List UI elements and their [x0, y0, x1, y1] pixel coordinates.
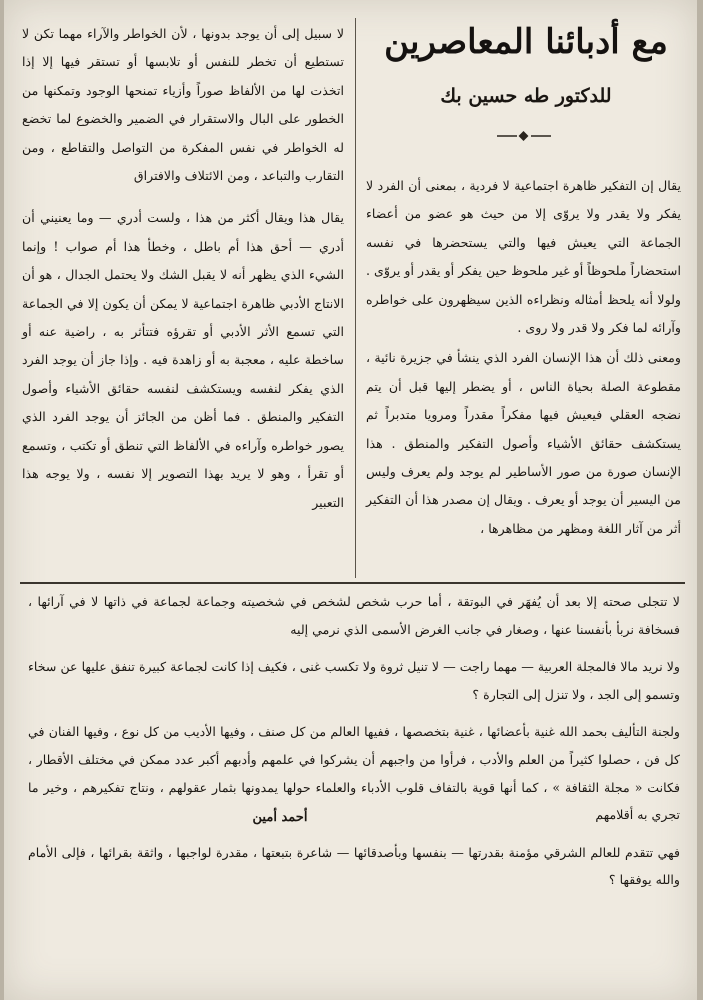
- article-right-column: [366, 172, 681, 543]
- column-divider: [355, 18, 356, 578]
- editorial-paragraph: لا تتجلى صحته إلا بعد أن يُفهَر في البوتقة ، أما حرب شخص لشخص في شخصيته وجماعة لجماعة في ذاتها لا في آرائها ، فسخافة نربأ بأنفسنا عنها ، وصغار في جانب الغرض الأسمى الذي نرمي إليه: [28, 594, 680, 637]
- article-paragraph: ومعنى ذلك أن هذا الإنسان الفرد الذي ينشأ في جزيرة نائية ، مقطوعة الصلة بحياة الناس ، أو يضطر إليها قبل أن يتم نضجه العقلي فيعيش فيها مفكراً مقدراً ومرويا متدبراً ثم يستكشف حقائق الأشياء وأصول التفكير والمنطق . هذا الإنسان صورة من صور الأساطير لم يوجد ولم يعرف وليس من اليسير أن يوجد أو يعرف . ويقال إن مصدر هذا أن التفكير أثر من آثار اللغة ومظهر من مظاهرها ،: [366, 350, 681, 536]
- editorial-paragraph: ولا نريد مالا فالمجلة العربية — مهما راجت — لا تنيل ثروة ولا تكسب غنى ، فكيف إذا كانت لجماعة كبيرة تنفق عليها عن سخاء وتسمو إلى الجد ، ولا تنزل إلى التجارة ؟: [28, 659, 680, 702]
- editorial-section: [28, 588, 680, 894]
- article-paragraph: لا سبيل إلى أن يوجد بدونها ، لأن الخواطر والآراء مهما تكن لا تستطيع أن تخطر للنفس أو تلابسها أو تستقر فيها إلا إذا اتخذت لها من الألفاظ صوراً وأزياء تمنحها الوجود وتمكنها من الخطور على البال والاستقرار في الضمير والخضوع لما تخضع له الخواطر في نفس المفكرة من التواصل والتقاطع ، ومن التقارب والتباعد ، ومن الائتلاف والافتراق: [22, 26, 344, 184]
- article-paragraph: يقال هذا ويقال أكثر من هذا ، ولست أدري — وما يعنيني أن أدري — أحق هذا أم باطل ، وخطأ هذا أم صواب ! وإنما الشيء الذي يظهر أنه لا يقبل الشك ولا يحتمل الجدال ، هو أن الانتاج الأدبي ظاهرة اجتماعية لا يمكن أن يكون إلا في الجماعة التي تسمع الأثر الأدبي أو تقرؤه فتتأثر به ، راضية عنه أو ساخطة عليه ، معجبة به أو زاهدة فيه . وإذا جاز أن يوجد الفرد الذي يفكر لنفسه ويستكشف لنفسه حقائق الأشياء وأصول التفكير والمنطق . فما أظن من الجائز أن يوجد الفرد الذي يصور خواطره وآراءه في الألفاظ التي تنطق أو تكتب ، وتسمع أو تقرأ ، وهو لا يريد بهذا التصوير إلا نفسه ، ولا يوجه هذا التعبير: [22, 210, 344, 510]
- section-divider: [20, 582, 685, 584]
- editorial-paragraph: فهي تتقدم للعالم الشرقي مؤمنة بقدرتها — بنفسها وبأصدقائها — شاعرة بتبعتها ، مقدرة لواجبها ، واثقة بقرائها ، فإلى الأمام والله يوفقها ؟: [28, 844, 680, 888]
- article-title: مع أدبائنا المعاصرين: [384, 22, 668, 62]
- editorial-paragraph: ولجنة التأليف بحمد الله غنية بأعضائها ، غنية بتخصصها ، ففيها العالم من كل صنف ، وفيها الأديب من كل نوع ، وفيها الفنان في كل فن ، حصلوا كثيراً من العلم والأدب ، فرأوا من واجبهم أن يشركوا في علمهم وأدبهم أكبر عدد ممكن في مختلف الأقطار ، فكانت « مجلة الثقافة » ، كما أنها قوية بالتفاف قلوب الأدباء والعلماء حولها يمدونها بثمار عقولهم ، ونتاج تفكيرهم ، وخير ما تجري به أقلامهم: [28, 724, 680, 823]
- article-paragraph: يقال إن التفكير ظاهرة اجتماعية لا فردية ، بمعنى أن الفرد لا يفكر ولا يقدر ولا يروّى إلا من حيث هو عضو من أعضاء الجماعة التي يعيش فيها والتي يستحضرها في نفسه استحضاراً ملحوظاً أو غير ملحوظ حين يفكر أو يقدر أو يروّى . ولولا أنه يلحظ أمثاله ونظراءه الذين سيظهرون على خواطره وآرائه لما فكر ولا قدر ولا روى .: [366, 178, 681, 336]
- article-left-column: [22, 20, 344, 517]
- magazine-page: [4, 0, 697, 1000]
- ornament-divider-icon: [497, 130, 551, 142]
- article-byline: للدكتور طه حسين بك: [440, 85, 612, 107]
- author-signature: أحمد أمين: [252, 810, 308, 825]
